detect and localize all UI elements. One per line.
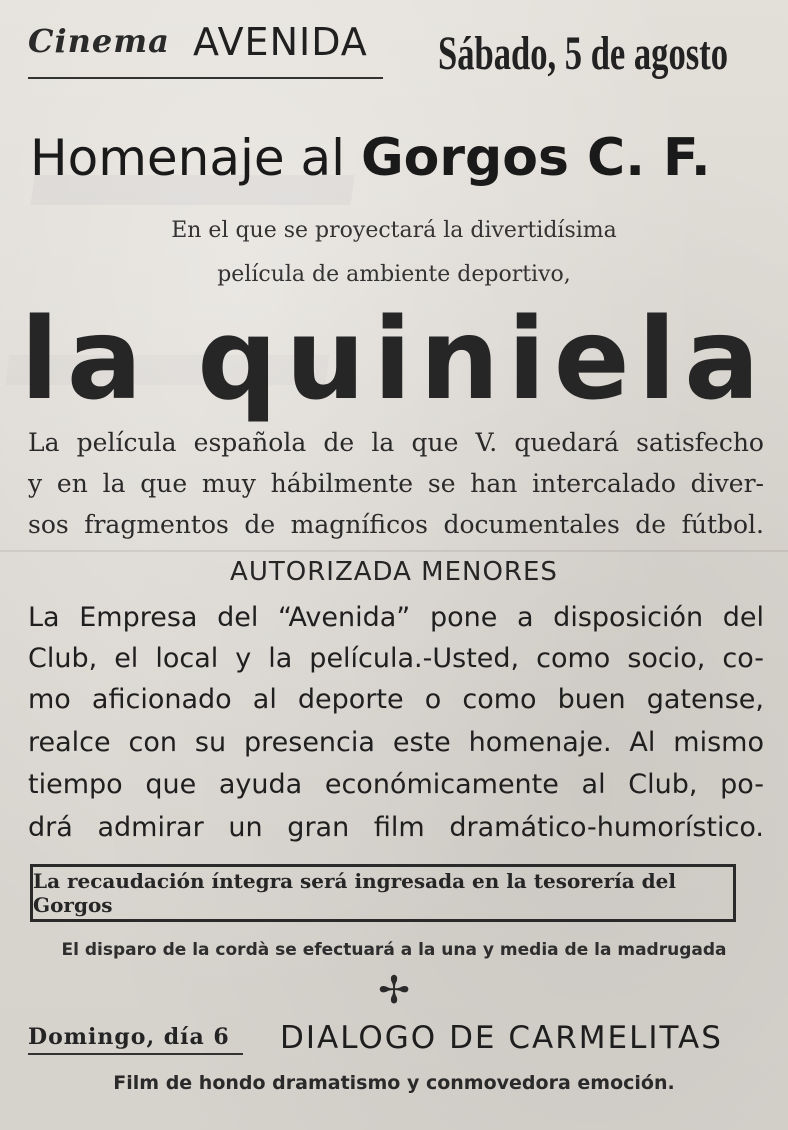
synopsis-line: La película española de la que V. quedará satisfecho	[28, 428, 764, 457]
headline-prefix: Homenaje al	[30, 129, 346, 187]
cinema-label: Cinema	[28, 22, 170, 60]
intro-line-2: película de ambiente deportivo,	[217, 262, 571, 287]
body-line: realce con su presencia este homenaje. Al mismo	[28, 727, 764, 758]
paper-fold	[0, 550, 788, 552]
notice-box	[30, 864, 736, 922]
header-underline	[28, 77, 383, 79]
body-line: La Empresa del “Avenida” pone a disposición del	[28, 602, 764, 633]
film-title: la quiniela	[20, 295, 768, 425]
body-line: drá admirar un gran film dramático-humorístico.	[28, 812, 764, 843]
rating-label: AUTORIZADA MENORES	[230, 557, 558, 587]
next-show-title: DIALOGO DE CARMELITAS	[280, 1020, 723, 1056]
synopsis-line: sos fragmentos de magníficos documentales de fútbol.	[28, 510, 764, 539]
intro-line-1: En el que se proyectará la divertidísima	[171, 218, 617, 243]
next-show-day-underline	[28, 1053, 243, 1055]
next-show-tagline: Film de hondo dramatismo y conmovedora emoción.	[113, 1072, 675, 1094]
body-line: Club, el local y la película.-Usted, como socio, co-	[28, 643, 764, 674]
notice-text: La recaudación íntegra será ingresada en la tesorería del Gorgos	[33, 869, 676, 917]
body-line: tiempo que ayuda económicamente al Club, po-	[28, 769, 764, 800]
show-date: Sábado, 5 de agosto	[438, 27, 728, 80]
synopsis-line: y en la que muy hábilmente se han intercalado diver-	[28, 469, 764, 498]
venue-name: AVENIDA	[193, 20, 368, 64]
fireworks-note: El disparo de la cordà se efectuará a la una y media de la madrugada	[61, 940, 727, 960]
club-name: Gorgos C. F.	[360, 128, 711, 188]
headline	[30, 128, 711, 188]
ornament-cross-icon: ✢	[378, 968, 410, 1012]
next-show-day: Domingo, día 6	[28, 1024, 230, 1050]
body-line: mo aficionado al deporte o como buen gatense,	[28, 684, 764, 715]
